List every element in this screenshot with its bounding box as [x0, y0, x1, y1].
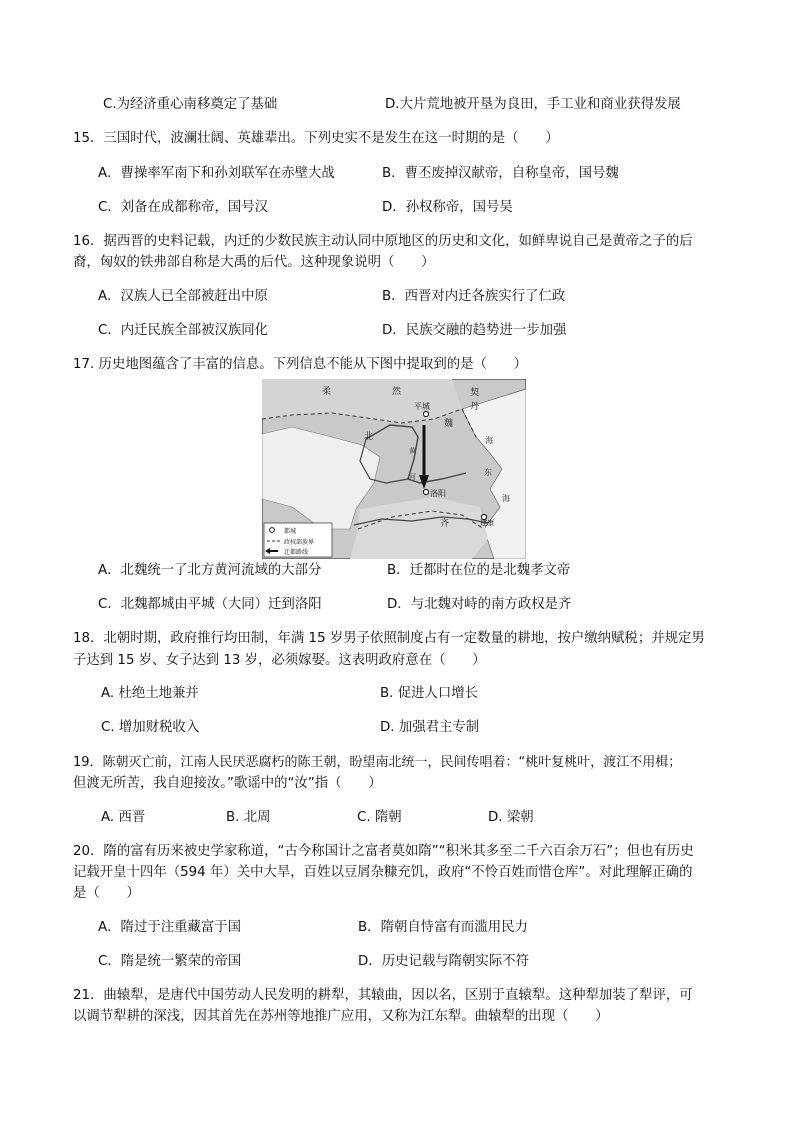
map-label-luoyang: 洛阳: [430, 489, 446, 498]
q20-stem-line2: 记载开皇十四年（594 年）关中大旱，百姓以豆屑杂糠充饥，政府“不怜百姓而惜仓库”。对此理解正确的: [73, 865, 693, 880]
q19-option-b: B. 北周: [226, 810, 271, 825]
map-label-rouran-1: 柔: [322, 387, 332, 397]
map-capital-pingcheng: [423, 411, 428, 416]
map-label-pingcheng: 平城: [414, 402, 430, 411]
legend-border-label: 政权部族界: [284, 539, 315, 546]
q14-option-d: D.大片荒地被开垦为良田，手工业和商业获得发展: [385, 97, 681, 112]
q15-stem: 15．三国时代，波澜壮阔、英雄辈出。下列史实不是发生在这一时期的是（ ）: [73, 131, 559, 146]
map-label-qidan-2: 丹: [470, 402, 480, 412]
northern-wei-map: [262, 379, 526, 559]
q16-stem-line2: 裔，匈奴的铁弗部自称是大禹的后代。这种现象说明（ ）: [73, 255, 435, 270]
q19-stem-line2: 但渡无所苦，我自迎接汝。”歌谣中的“汝”指（ ）: [73, 776, 382, 791]
map-capital-luoyang: [423, 489, 428, 494]
map-label-qidan-1: 契: [470, 388, 480, 398]
q15-option-d: D．孙权称帝，国号吴: [382, 200, 513, 215]
q20-option-a: A．隋过于注重藏富于国: [98, 920, 242, 935]
q18-option-a: A. 杜绝土地兼并: [101, 686, 199, 701]
q20-stem-line3: 是（ ）: [73, 886, 140, 901]
q20-option-b: B．隋朝自恃富有而滥用民力: [358, 920, 528, 935]
legend-capital-icon: [270, 528, 275, 533]
map-label-hai2: 海: [502, 494, 510, 503]
q21-stem-line1: 21．曲辕犁，是唐代中国劳动人民发明的耕犁，其辕曲，因以名，区别于直辕犁。这种犁加装了犁评，可: [73, 988, 693, 1003]
q19-option-c: C. 隋朝: [357, 810, 402, 825]
map-label-bei: 北: [364, 432, 374, 442]
q16-option-d: D．民族交融的趋势进一步加强: [382, 323, 567, 338]
map-label-wei: 魏: [444, 419, 454, 429]
q20-stem-line1: 20．隋的富有历来被史学家称道，“古今称国计之富者莫如隋”“积米其多至二千六百余万石”；但也有历史: [73, 844, 694, 859]
q18-option-b: B. 促进人口增长: [380, 686, 479, 701]
q16-option-c: C．内迁民族全部被汉族同化: [98, 323, 269, 338]
q16-stem-line1: 16．据西晋的史料记载，内迁的少数民族主动认同中原地区的历史和文化，如鲜卑说自己是黄帝之子的后: [73, 234, 693, 249]
q19-option-d: D. 梁朝: [488, 810, 534, 825]
q17-option-b: B．迁都时在位的是北魏孝文帝: [387, 563, 571, 578]
map-label-he: 河: [409, 473, 416, 481]
map-label-jiankang: 建康: [480, 519, 494, 527]
q18-option-d: D. 加强君主专制: [380, 720, 480, 735]
map-label-dong: 东: [484, 468, 492, 477]
q18-option-c: C. 增加财税收入: [101, 720, 200, 735]
q16-option-a: A．汉族人已全部被赶出中原: [98, 289, 268, 304]
legend-route-label: 迁都路线: [284, 549, 309, 556]
q21-stem-line2: 以调节犁耕的深浅，因其首先在苏州等地推广应用，又称为江东犁。曲辕犁的出现（ ）: [73, 1009, 609, 1024]
q17-option-c: C．北魏都城由平城（大同）迁到洛阳: [98, 597, 322, 612]
q16-option-b: B．西晋对内迁各族实行了仁政: [382, 289, 566, 304]
q18-stem-line1: 18．北朝时期，政府推行均田制，年满 15 岁男子依照制度占有一定数量的耕地，按户缴纳赋税；并规定男: [73, 631, 705, 646]
q19-option-a: A. 西晋: [101, 810, 146, 825]
q20-option-d: D．历史记载与隋朝实际不符: [358, 954, 529, 969]
legend-capital-label: 都城: [284, 528, 297, 535]
q19-stem-line1: 19．陈朝灭亡前，江南人民厌恶腐朽的陈王朝，盼望南北统一，民间传唱着：“桃叶复桃叶，渡江不用楫；: [73, 755, 682, 770]
map-label-huang: 黄: [409, 447, 416, 455]
q17-stem: 17. 历史地图蕴含了丰富的信息。下列信息不能从下图中提取到的是（ ）: [73, 357, 528, 372]
q17-option-a: A．北魏统一了北方黄河流域的大部分: [98, 563, 322, 578]
q15-option-b: B．曹丕废掉汉献帝，自称皇帝，国号魏: [382, 166, 619, 181]
q15-option-a: A．曹操率军南下和孙刘联军在赤壁大战: [98, 166, 335, 181]
map-label-rouran-2: 然: [392, 387, 402, 397]
map-label-hai: 海: [485, 436, 493, 445]
q18-stem-line2: 子达到 15 岁、女子达到 13 岁，必须嫁娶。这表明政府意在（ ）: [73, 653, 486, 668]
q15-option-c: C．刘备在成都称帝，国号汉: [98, 200, 269, 215]
q20-option-c: C．隋是统一繁荣的帝国: [98, 954, 242, 969]
q17-option-d: D．与北魏对峙的南方政权是齐: [387, 597, 572, 612]
map-label-qi: 齐: [440, 519, 450, 529]
q14-option-c: C.为经济重心南移奠定了基础: [103, 97, 278, 112]
